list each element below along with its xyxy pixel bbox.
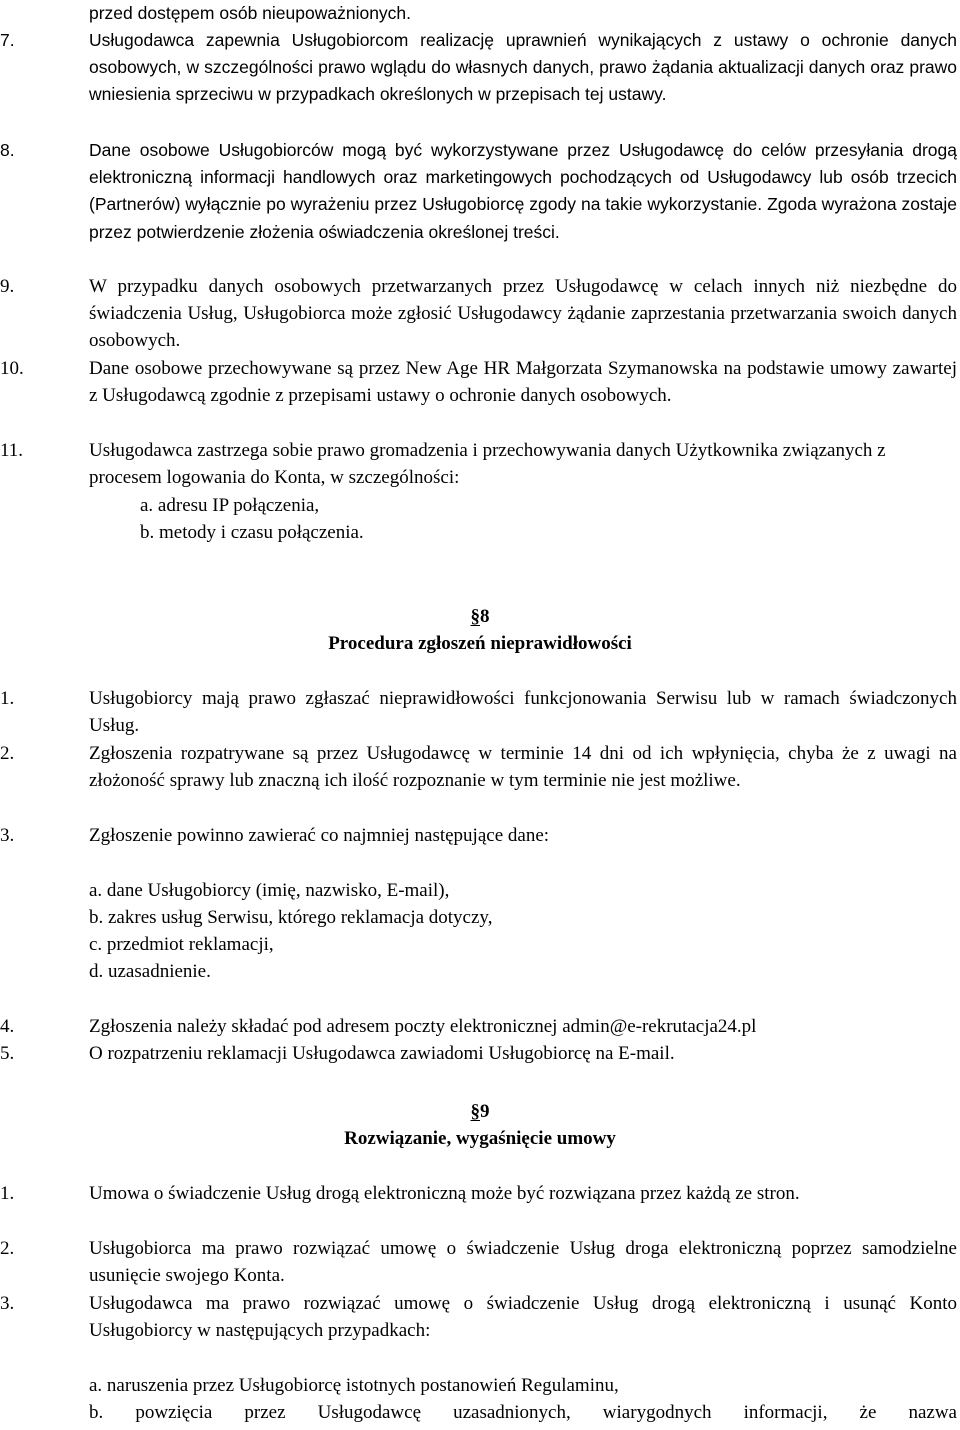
s8-list-item-5 [0, 1040, 960, 1067]
paragraph-text: Zgłoszenie powinno zawierać co najmniej następujące dane: [89, 825, 550, 846]
list-number: 8. [0, 140, 15, 160]
section-number-text: 9 [480, 1101, 490, 1122]
list-number: 10. [0, 358, 24, 379]
sub-item-a: a. naruszenia przez Usługobiorcę istotnych postanowień Regulaminu, [89, 1375, 619, 1396]
list-item-9 [0, 273, 960, 355]
paragraph-text: Zgłoszenia rozpatrywane są przez Usługodawcę w terminie 14 dni od ich wpłynięcia, chyba że z uwagi na złożoność sprawy lub znaczną ich ilość rozpoznanie w tym terminie nie jest możliwe. [89, 743, 957, 792]
paragraph-text: przed dostępem osób nieupoważnionych. [89, 3, 412, 23]
s9-list-item-2 [0, 1235, 960, 1289]
s9-list-item-3 [0, 1290, 960, 1344]
paragraph-text: Dane osobowe Usługobiorców mogą być wykorzystywane przez Usługodawcę do celów przesyłania drogą elektroniczną informacji handlowych oraz marketingowych pochodzących od Usługodawcy lub osób trzecich (Partnerów) wyłącznie po wyrażeniu przez Usługobiorcę zgody na takie wykorzystanie. Zgoda wyrażona zostaje przez potwierdzenie złożenia oświadczenia określonej treści. [89, 140, 957, 242]
s8-list-item-1 [0, 685, 960, 739]
sub-item-c: c. przedmiot reklamacji, [89, 934, 274, 955]
list-item-8 [0, 137, 960, 246]
continuation-text [0, 0, 960, 27]
list-item-10 [0, 355, 960, 409]
paragraph-text: Zgłoszenia należy składać pod adresem poczty elektronicznej admin@e-rekrutacja24.pl [89, 1016, 757, 1037]
list-number: 1. [0, 1183, 15, 1204]
section-title: Procedura zgłoszeń nieprawidłowości [328, 633, 632, 654]
paragraph-text: O rozpatrzeniu reklamacji Usługodawca zawiadomi Usługobiorcę na E-mail. [89, 1043, 675, 1064]
sub-item-b: b. metody i czasu połączenia. [140, 522, 364, 543]
paragraph-text: Usługodawca ma prawo rozwiązać umowę o świadczenie Usług drogą elektroniczną i usunąć Konto Usługobiorcy w następujących przypadkach: [89, 1293, 957, 1342]
list-number: 3. [0, 1293, 15, 1314]
paragraph-text: Dane osobowe przechowywane są przez New Age HR Małgorzata Szymanowska na podstawie umowy zawartej z Usługodawcą zgodnie z przepisami ustawy o ochronie danych osobowych. [89, 358, 957, 407]
paragraph-text: Usługobiorca ma prawo rozwiązać umowę o świadczenie Usług droga elektroniczną poprzez samodzielne usunięcie swojego Konta. [89, 1238, 957, 1287]
paragraph-text: W przypadku danych osobowych przetwarzanych przez Usługodawcę w celach innych niż niezbędne do świadczenia Usług, Usługobiorca może zgłosić Usługodawcy żądanie zaprzestania przetwarzania swoich danych osobowych. [89, 276, 957, 352]
paragraph-text: Umowa o świadczenie Usług drogą elektroniczną może być rozwiązana przez każdą ze stron. [89, 1183, 800, 1204]
sub-item-d: d. uzasadnienie. [89, 961, 211, 982]
sub-item-a: a. adresu IP połączenia, [140, 495, 320, 516]
list-number: 2. [0, 1238, 15, 1259]
s9-list-item-1 [0, 1180, 960, 1207]
s8-list-item-4 [0, 1013, 960, 1040]
list-number: 2. [0, 743, 15, 764]
list-number: 1. [0, 688, 15, 709]
section-symbol-icon: § [470, 1101, 480, 1122]
sub-item-b: b. zakres usług Serwisu, którego reklamacja dotyczy, [89, 907, 493, 928]
s8-list-item-2 [0, 740, 960, 794]
sub-item-text: b. powzięcia przez Usługodawcę uzasadnionych, wiarygodnych informacji, że nazwa [89, 1402, 957, 1423]
sub-item-b [89, 1399, 957, 1426]
section-number [0, 1098, 960, 1125]
list-number: 7. [0, 30, 15, 50]
section-number-text: 8 [480, 606, 490, 627]
paragraph-text: Usługodawca zapewnia Usługobiorcom realizację uprawnień wynikających z ustawy o ochronie danych osobowych, w szczególności prawo wglądu do własnych danych, prawo żądania aktualizacji danych oraz prawo wniesienia sprzeciwu w przypadkach określonych w przepisach tej ustawy. [89, 30, 957, 105]
section-symbol-icon: § [470, 606, 480, 627]
list-number: 9. [0, 276, 15, 297]
paragraph-text: Usługobiorcy mają prawo zgłaszać nieprawidłowości funkcjonowania Serwisu lub w ramach świadczonych Usług. [89, 688, 957, 737]
list-item-11 [0, 437, 960, 491]
list-number: 4. [0, 1016, 15, 1037]
list-number: 11. [0, 440, 24, 461]
section-title: Rozwiązanie, wygaśnięcie umowy [344, 1128, 616, 1149]
list-number: 3. [0, 825, 15, 846]
sub-item-a: a. dane Usługobiorcy (imię, nazwisko, E-mail), [89, 880, 450, 901]
paragraph-text: Usługodawca zastrzega sobie prawo gromadzenia i przechowywania danych Użytkownika związanych z procesem logowania do Konta, w szczególności: [89, 440, 886, 489]
section-number [0, 603, 960, 630]
list-number: 5. [0, 1043, 15, 1064]
list-item-7 [0, 27, 960, 109]
s8-list-item-3 [0, 822, 960, 849]
